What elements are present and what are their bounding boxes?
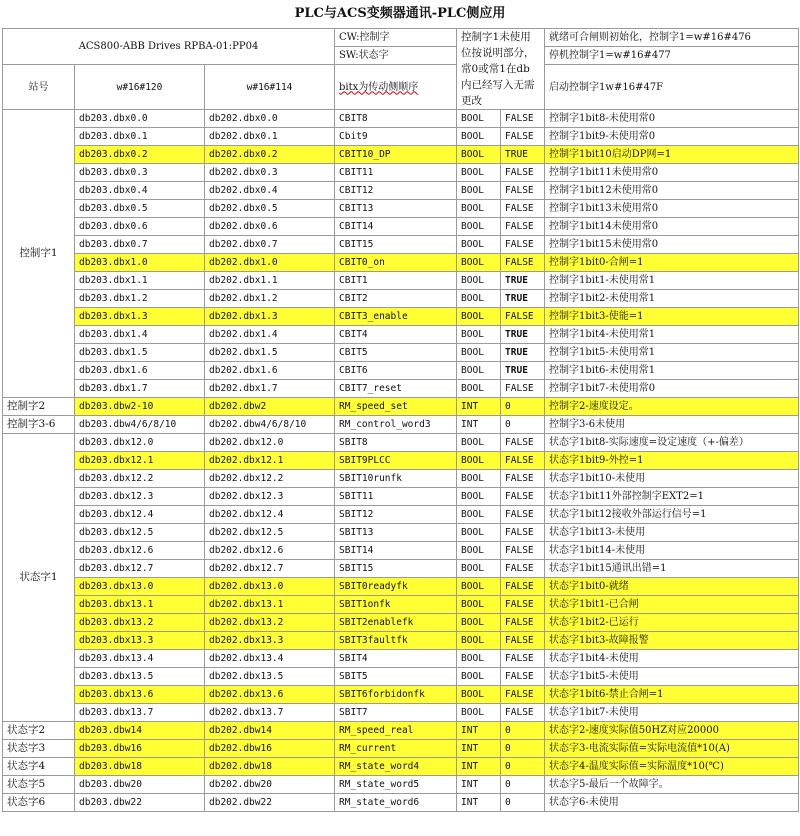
address-db202-cell: db202.dbw20 — [205, 776, 335, 794]
table-row — [3, 632, 799, 650]
value-cell: 0 — [501, 416, 545, 434]
table-row — [3, 722, 799, 740]
symbol-cell: SBIT11 — [335, 488, 457, 506]
type-cell: BOOL — [457, 470, 501, 488]
description-cell: 状态字5-最后一个故障字。 — [545, 776, 799, 794]
description-cell: 状态字6-未使用 — [545, 794, 799, 812]
address-db203-cell: db203.dbx13.6 — [75, 686, 205, 704]
type-cell: INT — [457, 416, 501, 434]
row-label: 状态字2 — [3, 722, 75, 740]
address-db202-cell: db202.dbx13.0 — [205, 578, 335, 596]
symbol-cell: CBIT8 — [335, 110, 457, 128]
symbol-cell: CBIT13 — [335, 200, 457, 218]
description-cell: 控制字1bit0-合闸=1 — [545, 254, 799, 272]
io-mapping-table — [2, 28, 799, 812]
table-row — [3, 776, 799, 794]
value-cell: FALSE — [501, 650, 545, 668]
value-cell: FALSE — [501, 632, 545, 650]
address-db202-cell: db202.dbx0.2 — [205, 146, 335, 164]
address-db203-cell: db203.dbx0.2 — [75, 146, 205, 164]
description-cell: 状态字4-温度实际值=实际温度*10(℃) — [545, 758, 799, 776]
symbol-cell: RM_speed_set — [335, 398, 457, 416]
description-cell: 状态字2-速度实际值50HZ对应20000 — [545, 722, 799, 740]
address-db203-cell: db203.dbw16 — [75, 740, 205, 758]
symbol-cell: SBIT13 — [335, 524, 457, 542]
symbol-cell: CBIT5 — [335, 344, 457, 362]
type-cell: BOOL — [457, 236, 501, 254]
symbol-cell: SBIT7 — [335, 704, 457, 722]
table-row — [3, 506, 799, 524]
address-db203-cell: db203.dbw18 — [75, 758, 205, 776]
type-cell: BOOL — [457, 704, 501, 722]
address-db203-cell: db203.dbx0.0 — [75, 110, 205, 128]
symbol-cell: SBIT2enablefk — [335, 614, 457, 632]
address-db203-cell: db203.dbx12.1 — [75, 452, 205, 470]
table-row — [3, 542, 799, 560]
description-cell: 状态字1bit6-禁止合闸=1 — [545, 686, 799, 704]
cw-label: CW:控制字 — [335, 29, 457, 47]
symbol-cell: SBIT4 — [335, 650, 457, 668]
symbol-cell: SBIT3faultfk — [335, 632, 457, 650]
symbol-cell: SBIT10runfk — [335, 470, 457, 488]
value-cell: FALSE — [501, 308, 545, 326]
address-db202-cell: db202.dbx0.6 — [205, 218, 335, 236]
description-cell: 状态字1bit12接收外部运行信号=1 — [545, 506, 799, 524]
value-cell: TRUE — [501, 272, 545, 290]
value-cell: FALSE — [501, 110, 545, 128]
address-db203-cell: db203.dbx1.5 — [75, 344, 205, 362]
table-row — [3, 272, 799, 290]
type-cell: BOOL — [457, 326, 501, 344]
value-cell: FALSE — [501, 524, 545, 542]
value-cell: FALSE — [501, 542, 545, 560]
table-row — [3, 614, 799, 632]
symbol-cell: RM_state_word4 — [335, 758, 457, 776]
drive-model: ACS800-ABB Drives RPBA-01:PP04 — [3, 29, 335, 65]
value-cell: FALSE — [501, 596, 545, 614]
address-db202-cell: db202.dbx13.1 — [205, 596, 335, 614]
table-row — [3, 560, 799, 578]
station-header: 站号 — [3, 65, 75, 110]
type-cell: INT — [457, 740, 501, 758]
address-db202-cell: db202.dbw22 — [205, 794, 335, 812]
address-db203-cell: db203.dbx1.6 — [75, 362, 205, 380]
description-cell: 控制字1bit11未使用常0 — [545, 164, 799, 182]
type-cell: BOOL — [457, 542, 501, 560]
table-row — [3, 794, 799, 812]
address-db203-cell: db203.dbx13.2 — [75, 614, 205, 632]
symbol-cell: SBIT14 — [335, 542, 457, 560]
table-row — [3, 758, 799, 776]
table-row — [3, 578, 799, 596]
sw-label: SW:状态字 — [335, 47, 457, 65]
address-db203-cell: db203.dbx1.4 — [75, 326, 205, 344]
description-cell: 状态字1bit2-已运行 — [545, 614, 799, 632]
symbol-cell: RM_control_word3 — [335, 416, 457, 434]
note-cell: 控制字1未使用位按说明部分，常0或常1在db内已经写入无需更改 — [457, 29, 545, 110]
description-cell: 状态字1bit5-未使用 — [545, 668, 799, 686]
description-cell: 控制字1bit6-未使用常1 — [545, 362, 799, 380]
address-db202-cell: db202.dbx12.2 — [205, 470, 335, 488]
type-cell: BOOL — [457, 434, 501, 452]
symbol-cell: CBIT10_DP — [335, 146, 457, 164]
symbol-cell: CBIT2 — [335, 290, 457, 308]
description-cell: 控制字1bit3-使能=1 — [545, 308, 799, 326]
table-row — [3, 452, 799, 470]
address-db203-cell: db203.dbx12.5 — [75, 524, 205, 542]
value-cell: FALSE — [501, 704, 545, 722]
value-cell: FALSE — [501, 128, 545, 146]
symbol-cell: Cbit9 — [335, 128, 457, 146]
value-cell: 0 — [501, 794, 545, 812]
address-db202-cell: db202.dbx13.5 — [205, 668, 335, 686]
address-db202-cell: db202.dbx1.4 — [205, 326, 335, 344]
type-cell: BOOL — [457, 272, 501, 290]
table-row — [3, 434, 799, 452]
value-cell: TRUE — [501, 146, 545, 164]
description-cell: 控制字3-6未使用 — [545, 416, 799, 434]
description-cell: 状态字1bit7-未使用 — [545, 704, 799, 722]
description-cell: 状态字1bit11外部控制字EXT2=1 — [545, 488, 799, 506]
description-cell: 控制字1bit1-未使用常1 — [545, 272, 799, 290]
address-db203-cell: db203.dbx0.1 — [75, 128, 205, 146]
type-cell: INT — [457, 776, 501, 794]
value-cell: 0 — [501, 776, 545, 794]
table-row — [3, 704, 799, 722]
address-db203-cell: db203.dbx13.0 — [75, 578, 205, 596]
address-db203-cell: db203.dbx0.3 — [75, 164, 205, 182]
address-db203-cell: db203.dbw14 — [75, 722, 205, 740]
address-db203-cell: db203.dbx13.1 — [75, 596, 205, 614]
description-cell: 控制字1bit15未使用常0 — [545, 236, 799, 254]
address-db202-cell: db202.dbx12.0 — [205, 434, 335, 452]
row-label: 状态字6 — [3, 794, 75, 812]
value-cell: FALSE — [501, 164, 545, 182]
stop-line: 停机控制字1=w#16#477 — [545, 47, 799, 65]
value-cell: FALSE — [501, 218, 545, 236]
symbol-cell: CBIT14 — [335, 218, 457, 236]
value-cell: FALSE — [501, 452, 545, 470]
group-label-status-word-1: 状态字1 — [3, 434, 75, 722]
address-db202-cell: db202.dbx0.7 — [205, 236, 335, 254]
address-db203-cell: db203.dbx13.4 — [75, 650, 205, 668]
address-db203-cell: db203.dbx13.3 — [75, 632, 205, 650]
value-cell: FALSE — [501, 254, 545, 272]
type-cell: BOOL — [457, 650, 501, 668]
type-cell: BOOL — [457, 560, 501, 578]
header-row-1 — [3, 29, 799, 47]
table-row — [3, 308, 799, 326]
symbol-cell: CBIT11 — [335, 164, 457, 182]
type-cell: BOOL — [457, 164, 501, 182]
address-db202-cell: db202.dbx12.3 — [205, 488, 335, 506]
value-cell: 0 — [501, 740, 545, 758]
description-cell: 控制字1bit7-未使用常0 — [545, 380, 799, 398]
value-cell: FALSE — [501, 434, 545, 452]
address-db203-cell: db203.dbw2-10 — [75, 398, 205, 416]
symbol-cell: SBIT8 — [335, 434, 457, 452]
symbol-cell: CBIT7_reset — [335, 380, 457, 398]
address-db203-cell: db203.dbx12.3 — [75, 488, 205, 506]
address-db203-cell: db203.dbx12.6 — [75, 542, 205, 560]
value-cell: TRUE — [501, 362, 545, 380]
type-cell: BOOL — [457, 452, 501, 470]
value-cell: FALSE — [501, 686, 545, 704]
address-db203-cell: db203.dbx0.5 — [75, 200, 205, 218]
address-db203-cell: db203.dbx0.6 — [75, 218, 205, 236]
type-cell: INT — [457, 398, 501, 416]
description-cell: 状态字1bit8-实际速度=设定速度（+-偏差） — [545, 434, 799, 452]
description-cell: 控制字1bit12未使用常0 — [545, 182, 799, 200]
row-label: 状态字3 — [3, 740, 75, 758]
type-cell: BOOL — [457, 290, 501, 308]
address-db203-cell: db203.dbx1.1 — [75, 272, 205, 290]
symbol-cell: CBIT3_enable — [335, 308, 457, 326]
type-cell: INT — [457, 722, 501, 740]
symbol-cell: CBIT4 — [335, 326, 457, 344]
description-cell: 控制字1bit8-未使用常0 — [545, 110, 799, 128]
description-cell: 状态字1bit13-未使用 — [545, 524, 799, 542]
description-cell: 状态字1bit4-未使用 — [545, 650, 799, 668]
value-cell: FALSE — [501, 578, 545, 596]
address-db203-cell: db203.dbx1.0 — [75, 254, 205, 272]
address-db202-cell: db202.dbx1.7 — [205, 380, 335, 398]
type-cell: BOOL — [457, 308, 501, 326]
table-row — [3, 740, 799, 758]
type-cell: BOOL — [457, 254, 501, 272]
address-db202-cell: db202.dbx12.6 — [205, 542, 335, 560]
table-row — [3, 218, 799, 236]
description-cell: 控制字1bit9-未使用常0 — [545, 128, 799, 146]
value-cell: FALSE — [501, 182, 545, 200]
address-db203-cell: db203.dbx12.7 — [75, 560, 205, 578]
table-row — [3, 488, 799, 506]
description-cell: 状态字1bit9-外控=1 — [545, 452, 799, 470]
address-db202-cell: db202.dbx12.1 — [205, 452, 335, 470]
description-cell: 控制字1bit5-未使用常1 — [545, 344, 799, 362]
address-db202-cell: db202.dbw18 — [205, 758, 335, 776]
table-row — [3, 110, 799, 128]
address-db203-cell: db203.dbw4/6/8/10 — [75, 416, 205, 434]
address-db202-cell: db202.dbx13.4 — [205, 650, 335, 668]
address-db202-cell: db202.dbx1.1 — [205, 272, 335, 290]
table-row — [3, 344, 799, 362]
table-row — [3, 326, 799, 344]
address-db202-cell: db202.dbx13.2 — [205, 614, 335, 632]
address-db203-cell: db203.dbw22 — [75, 794, 205, 812]
symbol-cell: SBIT1onfk — [335, 596, 457, 614]
table-row — [3, 290, 799, 308]
value-cell: TRUE — [501, 326, 545, 344]
address-db203-cell: db203.dbx1.2 — [75, 290, 205, 308]
table-row — [3, 128, 799, 146]
table-row — [3, 668, 799, 686]
value-cell: FALSE — [501, 614, 545, 632]
type-cell: BOOL — [457, 614, 501, 632]
value-cell: 0 — [501, 722, 545, 740]
description-cell: 状态字3-电流实际值=实际电流值*10(A) — [545, 740, 799, 758]
symbol-cell: RM_speed_real — [335, 722, 457, 740]
address-db203-cell: db203.dbx0.7 — [75, 236, 205, 254]
bitx-text: bitx为传动侧顺序 — [339, 81, 419, 93]
symbol-cell: RM_current — [335, 740, 457, 758]
type-cell: BOOL — [457, 146, 501, 164]
value-cell: TRUE — [501, 290, 545, 308]
address-db202-cell: db202.dbx1.5 — [205, 344, 335, 362]
page-title: PLC与ACS变频器通讯-PLC侧应用 — [294, 6, 506, 21]
type-cell: BOOL — [457, 218, 501, 236]
row-label: 控制字2 — [3, 398, 75, 416]
type-cell: BOOL — [457, 632, 501, 650]
address-db202-cell: db202.dbx13.3 — [205, 632, 335, 650]
symbol-cell: CBIT6 — [335, 362, 457, 380]
table-row — [3, 380, 799, 398]
group-label-control-word-1: 控制字1 — [3, 110, 75, 398]
row-label: 状态字5 — [3, 776, 75, 794]
description-cell: 状态字1bit10-未使用 — [545, 470, 799, 488]
type-cell: BOOL — [457, 578, 501, 596]
address-db203-cell: db203.dbw20 — [75, 776, 205, 794]
col-w120-header: w#16#120 — [75, 65, 205, 110]
type-cell: BOOL — [457, 506, 501, 524]
table-row — [3, 398, 799, 416]
symbol-cell: CBIT15 — [335, 236, 457, 254]
value-cell: 0 — [501, 398, 545, 416]
table-row — [3, 362, 799, 380]
value-cell: FALSE — [501, 470, 545, 488]
type-cell: BOOL — [457, 596, 501, 614]
address-db202-cell: db202.dbx0.4 — [205, 182, 335, 200]
type-cell: INT — [457, 758, 501, 776]
table-row — [3, 470, 799, 488]
address-db202-cell: db202.dbx12.7 — [205, 560, 335, 578]
symbol-cell: SBIT6forbidonfk — [335, 686, 457, 704]
value-cell: FALSE — [501, 380, 545, 398]
address-db202-cell: db202.dbx1.2 — [205, 290, 335, 308]
col-w114-header: w#16#114 — [205, 65, 335, 110]
symbol-cell: RM_state_word5 — [335, 776, 457, 794]
type-cell: BOOL — [457, 524, 501, 542]
value-cell: FALSE — [501, 668, 545, 686]
type-cell: BOOL — [457, 128, 501, 146]
address-db202-cell: db202.dbx1.6 — [205, 362, 335, 380]
table-row — [3, 596, 799, 614]
address-db202-cell: db202.dbw14 — [205, 722, 335, 740]
type-cell: BOOL — [457, 668, 501, 686]
description-cell: 控制字1bit4-未使用常1 — [545, 326, 799, 344]
symbol-cell: CBIT1 — [335, 272, 457, 290]
header-row-3 — [3, 65, 799, 77]
address-db203-cell: db203.dbx13.7 — [75, 704, 205, 722]
symbol-cell: SBIT0readyfk — [335, 578, 457, 596]
row-label: 状态字4 — [3, 758, 75, 776]
table-row — [3, 686, 799, 704]
table-row — [3, 200, 799, 218]
type-cell: BOOL — [457, 344, 501, 362]
address-db203-cell: db203.dbx13.5 — [75, 668, 205, 686]
symbol-cell: CBIT0_on — [335, 254, 457, 272]
table-row — [3, 416, 799, 434]
address-db202-cell: db202.dbx1.0 — [205, 254, 335, 272]
bitx-header — [335, 65, 457, 110]
address-db203-cell: db203.dbx1.7 — [75, 380, 205, 398]
row-label: 控制字3-6 — [3, 416, 75, 434]
symbol-cell: SBIT5 — [335, 668, 457, 686]
description-cell: 状态字1bit14-未使用 — [545, 542, 799, 560]
description-cell: 控制字1bit14未使用常0 — [545, 218, 799, 236]
table-row — [3, 164, 799, 182]
description-cell: 控制字1bit2-未使用常1 — [545, 290, 799, 308]
symbol-cell: RM_state_word6 — [335, 794, 457, 812]
description-cell: 状态字1bit15通讯出错=1 — [545, 560, 799, 578]
init-line: 就绪可合闸则初始化，控制字1=w#16#476 — [545, 29, 799, 47]
address-db202-cell: db202.dbx0.3 — [205, 164, 335, 182]
table-row — [3, 146, 799, 164]
description-cell: 状态字1bit3-故障报警 — [545, 632, 799, 650]
type-cell: INT — [457, 794, 501, 812]
symbol-cell: CBIT12 — [335, 182, 457, 200]
description-cell: 控制字2-速度设定。 — [545, 398, 799, 416]
type-cell: BOOL — [457, 362, 501, 380]
type-cell: BOOL — [457, 200, 501, 218]
symbol-cell: SBIT12 — [335, 506, 457, 524]
symbol-cell: SBIT15 — [335, 560, 457, 578]
type-cell: BOOL — [457, 380, 501, 398]
table-row — [3, 524, 799, 542]
description-cell: 控制字1bit13未使用常0 — [545, 200, 799, 218]
table-row — [3, 650, 799, 668]
address-db202-cell: db202.dbx0.5 — [205, 200, 335, 218]
address-db203-cell: db203.dbx12.0 — [75, 434, 205, 452]
address-db202-cell: db202.dbx13.7 — [205, 704, 335, 722]
address-db203-cell: db203.dbx0.4 — [75, 182, 205, 200]
type-cell: BOOL — [457, 182, 501, 200]
address-db202-cell: db202.dbx1.3 — [205, 308, 335, 326]
type-cell: BOOL — [457, 110, 501, 128]
value-cell: FALSE — [501, 488, 545, 506]
address-db202-cell: db202.dbx0.1 — [205, 128, 335, 146]
address-db202-cell: db202.dbx12.4 — [205, 506, 335, 524]
table-row — [3, 182, 799, 200]
type-cell: BOOL — [457, 488, 501, 506]
value-cell: FALSE — [501, 236, 545, 254]
value-cell: FALSE — [501, 506, 545, 524]
value-cell: FALSE — [501, 200, 545, 218]
address-db203-cell: db203.dbx12.2 — [75, 470, 205, 488]
address-db203-cell: db203.dbx12.4 — [75, 506, 205, 524]
table-row — [3, 236, 799, 254]
description-cell: 状态字1bit0-就绪 — [545, 578, 799, 596]
value-cell: TRUE — [501, 344, 545, 362]
address-db202-cell: db202.dbx12.5 — [205, 524, 335, 542]
symbol-cell: SBIT9PLCC — [335, 452, 457, 470]
address-db202-cell: db202.dbx0.0 — [205, 110, 335, 128]
address-db202-cell: db202.dbx13.6 — [205, 686, 335, 704]
address-db202-cell: db202.dbw16 — [205, 740, 335, 758]
description-cell: 状态字1bit1-已合闸 — [545, 596, 799, 614]
start-line: 启动控制字1w#16#47F — [545, 65, 799, 110]
table-row — [3, 254, 799, 272]
description-cell: 控制字1bit10启动DP网=1 — [545, 146, 799, 164]
value-cell: FALSE — [501, 560, 545, 578]
address-db202-cell: db202.dbw2 — [205, 398, 335, 416]
value-cell: 0 — [501, 758, 545, 776]
address-db202-cell: db202.dbw4/6/8/10 — [205, 416, 335, 434]
address-db203-cell: db203.dbx1.3 — [75, 308, 205, 326]
type-cell: BOOL — [457, 686, 501, 704]
